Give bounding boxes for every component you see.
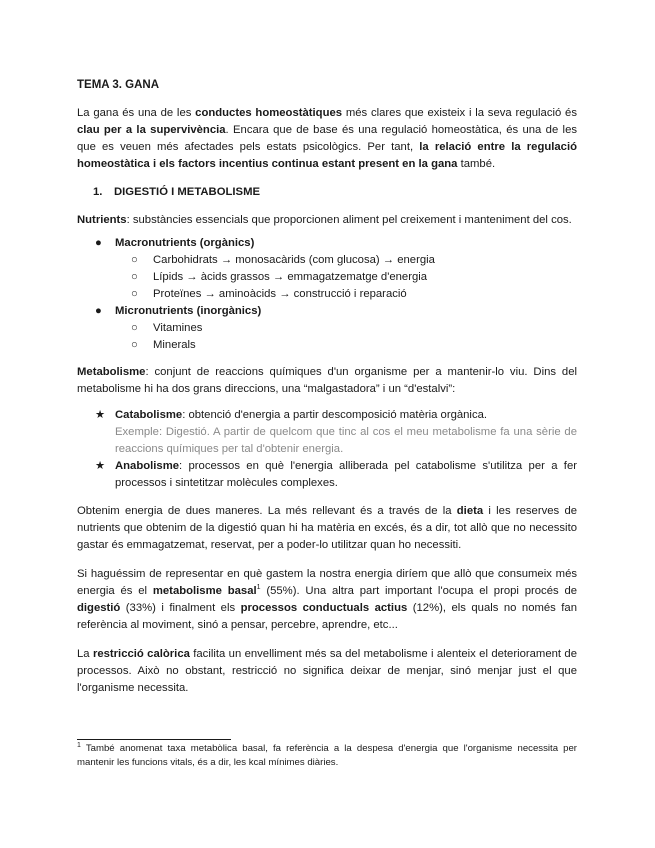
- sub-list: [115, 252, 577, 303]
- footnote-text: També anomenat taxa metabòlica basal, fa referència a la despesa d'energia que l'organisme necessita per mantenir les funcions vitals, és a dir, les kcal mínimes diàries.: [77, 743, 577, 768]
- anabolism-text: : processos en què l'energia alliberada pel catabolisme s'utilitza per a fer processos i sintetitzar molècules complexes.: [115, 460, 577, 489]
- intro-text-3: . Encara que de base és una regulació homeostàtica, és una de les que es veuen més afectades pels estats psicològics. Per tant,: [77, 124, 577, 153]
- sub-list-item-text: Vitamines: [153, 322, 203, 334]
- footnote-reference: 1: [256, 584, 261, 592]
- intro-paragraph: [77, 105, 577, 173]
- sub-list-item-text: Lípids → àcids grassos → emmagatzematge d'energia: [153, 271, 428, 283]
- footnote-divider: [77, 739, 231, 740]
- expenditure-bold-2: digestió: [77, 602, 121, 614]
- sub-list-item-text: Minerals: [153, 339, 196, 351]
- nutrient-list: [77, 235, 577, 354]
- circle-bullet-icon: ○: [131, 339, 138, 351]
- expenditure-bold-3: processos conductuals actius: [240, 602, 408, 614]
- metabolism-definition: [77, 364, 577, 398]
- bullet-icon: ●: [95, 237, 102, 249]
- anabolism-term: Anabolisme: [115, 460, 180, 472]
- expenditure-text-2: (55%). Una altra part important l'ocupa el propi procés de: [260, 585, 578, 597]
- energy-text-2: i les reserves de nutrients que obtenim de la digestió quan hi ha matèria en excés, és a dir, tot allò que no necessito gastar és emmagatzemat, reservat, per a poder-lo utilitzar quan ho necessiti.: [77, 505, 578, 551]
- energy-paragraph: [77, 503, 577, 554]
- sub-list-item: [115, 337, 577, 354]
- catabolism-text: : obtenció d'energia a partir descomposició matèria orgànica.: [182, 409, 488, 421]
- page-content: [77, 78, 577, 697]
- sub-list-item: [115, 269, 577, 286]
- intro-bold-2: clau per a la supervivència: [77, 124, 226, 136]
- list-item-label: Macronutrients (orgànics): [115, 237, 255, 249]
- page-title: TEMA 3. GANA: [77, 79, 159, 91]
- intro-bold-3: la relació entre la regulació homeostàtica i els factors incentius continua estant present en la gana: [77, 141, 578, 170]
- energy-text-1: Obtenim energia de dues maneres. La més rellevant és a través de la: [77, 505, 457, 517]
- sub-list-item: [115, 286, 577, 303]
- expenditure-text-3: (33%) i finalment els: [120, 602, 241, 614]
- circle-bullet-icon: ○: [131, 254, 138, 266]
- restriction-text-2: facilita un envelliment més sa del metabolisme i alenteix el deteriorament de processos. Això no obstant, restricció no significa deixar de menjar, sinó menjar just el que l'organisme necessita.: [77, 648, 577, 694]
- footnote: [77, 742, 577, 770]
- sub-list-item: [115, 252, 577, 269]
- metabolism-text: : conjunt de reaccions químiques d'un organisme per a mantenir-lo viu. Dins del metabolisme hi ha dos grans direccions, una “malgastadora” i un “d'estalvi”:: [77, 366, 577, 395]
- restriction-text-1: La: [77, 648, 93, 660]
- sub-list-item-text: Proteïnes → aminoàcids → construcció i reparació: [153, 288, 407, 300]
- catabolism-example: Exemple: Digestió. A partir de quelcom que tinc al cos el meu metabolisme fa una sèrie de reaccions químiques per tal d'obtenir energia.: [115, 426, 577, 455]
- list-item: [77, 303, 577, 354]
- intro-bold-1: conductes homeostàtiques: [195, 107, 343, 119]
- nutrients-definition: [77, 212, 577, 229]
- intro-text-4: també.: [457, 158, 496, 170]
- metabolism-types-list: [77, 407, 577, 492]
- nutrients-term: Nutrients: [77, 214, 127, 226]
- restriction-paragraph: [77, 646, 577, 697]
- footnote-mark: 1: [77, 741, 81, 749]
- section-title: DIGESTIÓ I METABOLISME: [114, 186, 261, 198]
- nutrients-text: : substàncies essencials que proporcionen aliment pel creixement i manteniment del cos.: [126, 214, 572, 226]
- catabolism-term: Catabolisme: [115, 409, 183, 421]
- expenditure-text-1: Si haguéssim de representar en què gastem la nostra energia diríem que allò que consumeix més energia és el: [77, 568, 577, 597]
- list-item: [77, 458, 577, 492]
- energy-bold-1: dieta: [456, 505, 484, 517]
- section-heading: [93, 185, 577, 200]
- expenditure-text-4: (12%), els quals no només fan referència al moviment, sinó a pensar, percebre, aprendre, etc...: [77, 602, 577, 631]
- restriction-bold-1: restricció calòrica: [92, 648, 190, 660]
- star-icon: ★: [95, 409, 106, 421]
- list-item: [77, 407, 577, 458]
- circle-bullet-icon: ○: [131, 271, 138, 283]
- expenditure-paragraph: [77, 566, 577, 634]
- section-number: 1.: [93, 186, 103, 198]
- circle-bullet-icon: ○: [131, 322, 138, 334]
- list-item: [77, 235, 577, 303]
- sub-list-item: [115, 320, 577, 337]
- expenditure-bold-1: metabolisme basal: [152, 585, 257, 597]
- intro-text-1: La gana és una de les: [77, 107, 196, 119]
- list-item-label: Micronutrients (inorgànics): [115, 305, 262, 317]
- bullet-icon: ●: [95, 305, 102, 317]
- circle-bullet-icon: ○: [131, 288, 138, 300]
- metabolism-term: Metabolisme: [77, 366, 146, 378]
- intro-text-2: més clares que existeix i la seva regulació és: [342, 107, 577, 119]
- sub-list: [115, 320, 577, 354]
- sub-list-item-text: Carbohidrats → monosacàrids (com glucosa) → energia: [153, 254, 435, 266]
- star-icon: ★: [95, 460, 106, 472]
